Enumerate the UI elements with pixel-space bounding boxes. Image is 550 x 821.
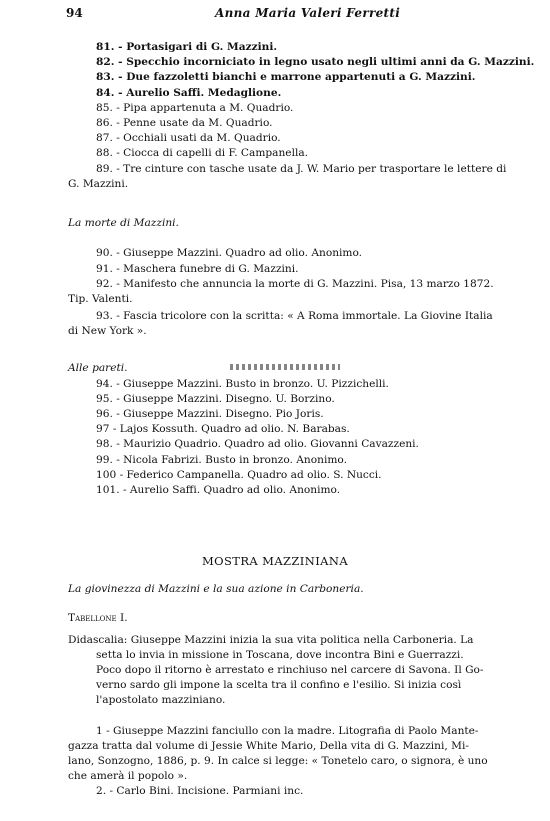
list-item: 101. - Aurelio Saffi. Quadro ad olio. Anonimo. bbox=[96, 484, 341, 496]
list-item: 84. - Aurelio Saffi. Medaglione. bbox=[96, 87, 282, 99]
mostra-title: MOSTRA MAZZINIANA bbox=[201, 554, 349, 568]
list-item: 96. - Giuseppe Mazzini. Disegno. Pio Joris. bbox=[96, 408, 324, 420]
list-item: 86. - Penne usate da M. Quadrio. bbox=[96, 117, 273, 129]
item-line: gazza tratta dal volume di Jessie White Mario, Della vita di G. Mazzini, Mi- bbox=[68, 740, 469, 752]
tabellone-label: Tabellone I. bbox=[68, 612, 128, 624]
list-item-continuation: G. Mazzini. bbox=[68, 178, 129, 190]
list-item: 94. - Giuseppe Mazzini. Busto in bronzo. U. Pizzichelli. bbox=[96, 378, 389, 390]
list-item-continuation: di New York ». bbox=[68, 325, 147, 337]
list-item: 88. - Ciocca di capelli di F. Campanella. bbox=[96, 147, 309, 159]
didascalia-line: verno sardo gli impone la scelta tra il confino e l'esilio. Si inizia così bbox=[96, 679, 462, 691]
list-item: 98. - Maurizio Quadrio. Quadro ad olio. Giovanni Cavazzeni. bbox=[96, 438, 419, 450]
item-line: lano, Sonzogno, 1886, p. 9. In calce si legge: « Tonetelo caro, o signora, è uno bbox=[68, 755, 488, 767]
section-heading: La morte di Mazzini. bbox=[68, 217, 179, 229]
list-item: 87. - Occhiali usati da M. Quadrio. bbox=[96, 132, 281, 144]
list-item: 83. - Due fazzoletti bianchi e marrone appartenuti a G. Mazzini. bbox=[96, 71, 476, 83]
list-item: 93. - Fascia tricolore con la scritta: « A Roma immortale. La Giovine Italia bbox=[96, 310, 493, 322]
list-item: 95. - Giuseppe Mazzini. Disegno. U. Borzino. bbox=[96, 393, 335, 405]
list-item: 81. - Portasigari di G. Mazzini. bbox=[96, 41, 278, 53]
item-line: 1 - Giuseppe Mazzini fanciullo con la madre. Litografia di Paolo Mante- bbox=[96, 725, 479, 737]
didascalia-line: l'apostolato mazziniano. bbox=[96, 694, 226, 706]
item-line: che amerà il popolo ». bbox=[68, 770, 188, 782]
list-item: 82. - Specchio incorniciato in legno usato negli ultimi anni da G. Mazzini. bbox=[96, 56, 535, 68]
didascalia-line: setta lo invia in missione in Toscana, dove incontra Bini e Guerrazzi. bbox=[96, 649, 464, 661]
didascalia-line: Didascalia: Giuseppe Mazzini inizia la sua vita politica nella Carboneria. La bbox=[68, 634, 474, 646]
section-heading: La giovinezza di Mazzini e la sua azione in Carboneria. bbox=[68, 583, 364, 595]
list-item-continuation: Tip. Valenti. bbox=[68, 293, 133, 305]
page-number: 94 bbox=[66, 6, 83, 20]
ink-smudge bbox=[230, 364, 340, 370]
list-item: 97 - Lajos Kossuth. Quadro ad olio. N. Barabas. bbox=[96, 423, 350, 435]
list-item: 92. - Manifesto che annuncia la morte di G. Mazzini. Pisa, 13 marzo 1872. bbox=[96, 278, 494, 290]
list-item: 90. - Giuseppe Mazzini. Quadro ad olio. Anonimo. bbox=[96, 247, 363, 259]
list-item: 85. - Pipa appartenuta a M. Quadrio. bbox=[96, 102, 294, 114]
didascalia-line: Poco dopo il ritorno è arrestato e rinchiuso nel carcere di Savona. Il Go- bbox=[96, 664, 484, 676]
list-item: 100 - Federico Campanella. Quadro ad olio. S. Nucci. bbox=[96, 469, 382, 481]
list-item: 91. - Maschera funebre di G. Mazzini. bbox=[96, 263, 299, 275]
list-item: 99. - Nicola Fabrizi. Busto in bronzo. Anonimo. bbox=[96, 454, 347, 466]
section-heading: Alle pareti. bbox=[68, 362, 128, 374]
list-item: 2. - Carlo Bini. Incisione. Parmiani inc. bbox=[96, 785, 304, 797]
list-item: 89. - Tre cinture con tasche usate da J. W. Mario per trasportare le lettere di bbox=[96, 163, 507, 175]
running-title: Anna Maria Valeri Ferretti bbox=[215, 6, 401, 20]
